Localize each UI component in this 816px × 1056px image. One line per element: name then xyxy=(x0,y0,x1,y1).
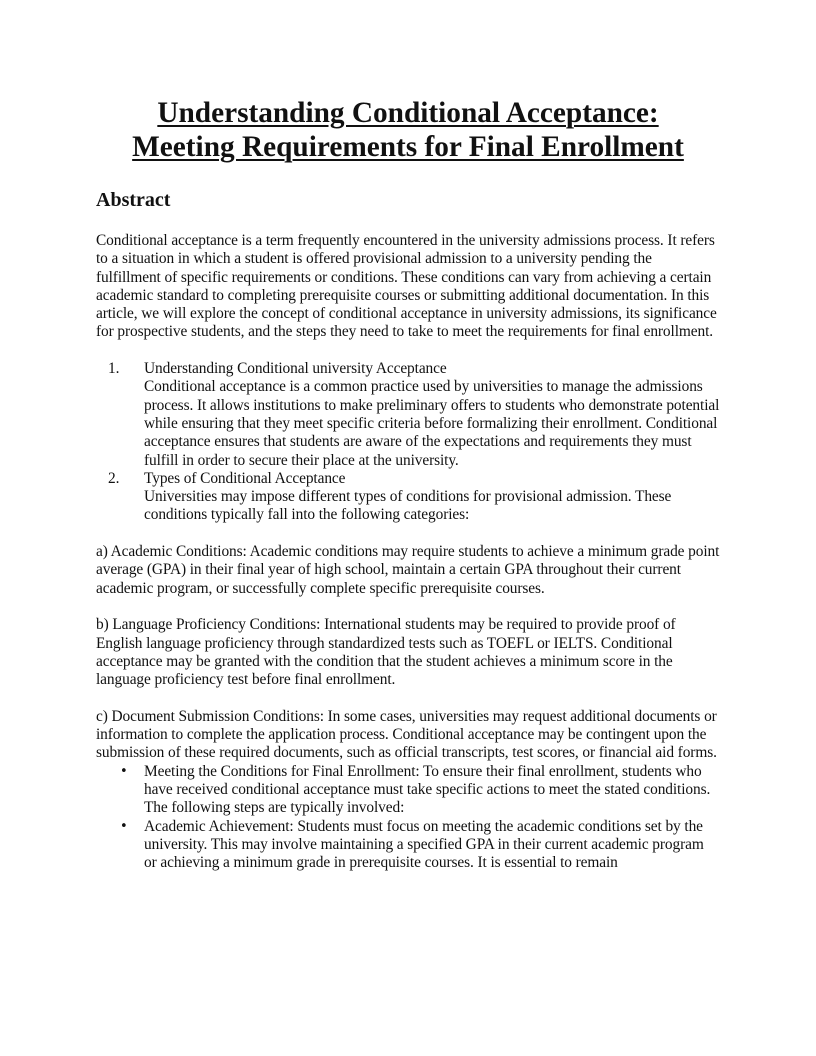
document-title: Understanding Conditional Acceptance: Meeting Requirements for Final Enrollment xyxy=(132,97,684,163)
list-item-text: Conditional acceptance is a common practice used by universities to manage the admissions process. It allows institutions to make preliminary offers to students who demonstrate potential while ensuring that they meet specific criteria before formalizing their enrollment. Conditional acceptance ensures that students are aware of the expectations and requirements they must fulfill in order to secure their place at the university. xyxy=(144,378,720,469)
academic-conditions-paragraph: a) Academic Conditions: Academic conditions may require students to achieve a minimum grade point average (GPA) in their final year of high school, maintain a certain GPA throughout their current academic program, or successfully complete specific prerequisite courses. xyxy=(96,543,720,597)
document-conditions-paragraph: c) Document Submission Conditions: In some cases, universities may request additional documents or information to complete the application process. Conditional acceptance may be contingent upon the submission of these required documents, such as official transcripts, test scores, or financial aid forms. xyxy=(96,707,717,762)
bullet-text: Meeting the Conditions for Final Enrollment: To ensure their final enrollment, students who have received conditional acceptance must take specific actions to meet the stated conditions. The following steps are typically involved: xyxy=(144,762,711,817)
bullet-list-item xyxy=(96,763,720,818)
list-number: 2. xyxy=(108,469,120,487)
bullet-list-item xyxy=(96,818,720,873)
list-number: 1. xyxy=(108,360,120,378)
bullet-icon: • xyxy=(120,763,128,779)
numbered-list xyxy=(96,360,720,525)
list-item-heading: Types of Conditional Acceptance xyxy=(144,469,346,487)
bullet-text: Academic Achievement: Students must focus on meeting the academic conditions set by the university. This may involve maintaining a specified GPA in their current academic program or achieving a minimum grade in prerequisite courses. It is essential to remain xyxy=(144,817,704,872)
abstract-heading: Abstract xyxy=(96,189,171,211)
language-conditions-paragraph: b) Language Proficiency Conditions: International students may be required to provide proof of English language proficiency through standardized tests such as TOEFL or IELTS. Conditional acceptance may be granted with the condition that the student achieves a minimum score in the language proficiency test before final enrollment. xyxy=(96,616,676,689)
abstract-paragraph: Conditional acceptance is a term frequently encountered in the university admissions process. It refers to a situation in which a student is offered provisional admission to a university pending the fulfillment of specific requirements or conditions. These conditions can vary from achieving a certain academic standard to completing prerequisite courses or submitting additional documentation. In this article, we will explore the concept of conditional acceptance in university admissions, its significance for prospective students, and the steps they need to take to meet the requirements for final enrollment. xyxy=(96,232,717,341)
list-item-heading: Understanding Conditional university Acceptance xyxy=(144,360,447,378)
list-item-text: Universities may impose different types of conditions for provisional admission. These conditions typically fall into the following categories: xyxy=(144,488,672,524)
bullet-list xyxy=(96,763,720,873)
numbered-list-item xyxy=(96,470,720,525)
bullet-icon: • xyxy=(120,818,128,834)
numbered-list-item xyxy=(96,360,720,470)
document-page xyxy=(96,96,720,872)
